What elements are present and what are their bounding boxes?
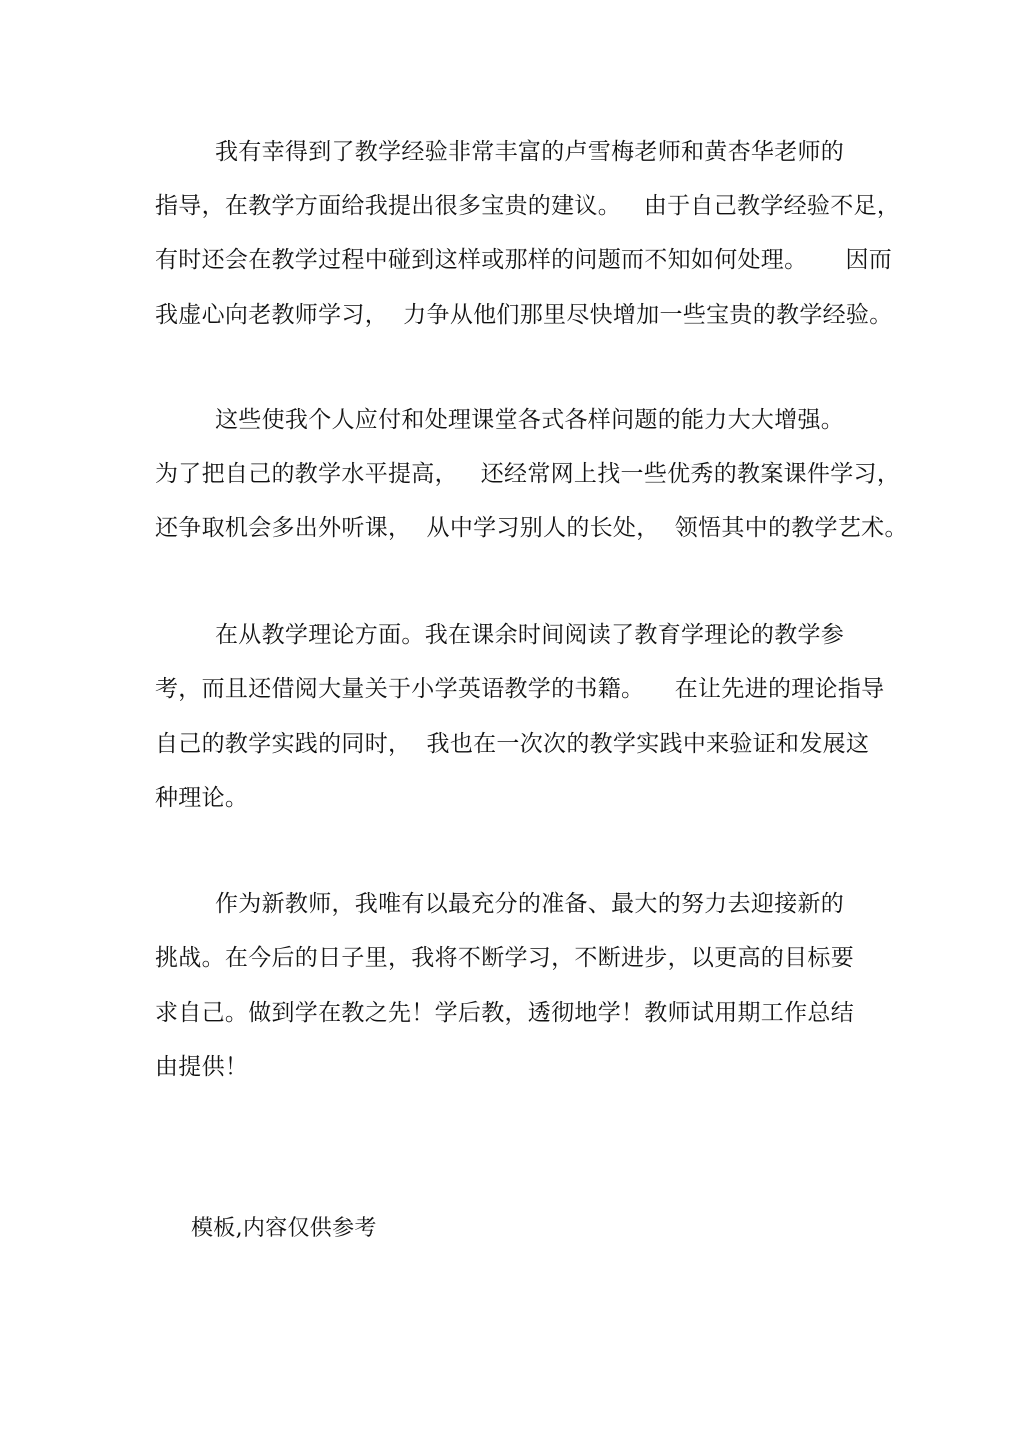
paragraph-line: 由提供！ <box>155 1054 249 1080</box>
paragraph-line: 种理论。 <box>155 785 249 811</box>
paragraph-line: 这些使我个人应付和处理课堂各式各样问题的能力大大增强。 <box>215 407 845 433</box>
paragraph-line: 作为新教师，我唯有以最充分的准备、最大的努力去迎接新的 <box>215 891 845 917</box>
paragraph-line: 我虚心向老教师学习， 力争从他们那里尽快增加一些宝贵的教学经验。 <box>155 302 893 328</box>
paragraph-line: 为了把自己的教学水平提高， 还经常网上找一些优秀的教案课件学习， <box>155 461 901 487</box>
paragraph-line: 还争取机会多出外听课， 从中学习别人的长处， 领悟其中的教学艺术。 <box>155 515 908 541</box>
paragraph-line: 在从教学理论方面。我在课余时间阅读了教育学理论的教学参 <box>215 622 845 648</box>
paragraph-line: 求自己。做到学在教之先！学后教，透彻地学！教师试用期工作总结 <box>155 1000 854 1026</box>
paragraph-line: 我有幸得到了教学经验非常丰富的卢雪梅老师和黄杏华老师的 <box>215 139 845 165</box>
paragraph-line: 挑战。在今后的日子里，我将不断学习，不断进步，以更高的目标要 <box>155 945 854 971</box>
paragraph-line: 有时还会在教学过程中碰到这样或那样的问题而不知如何处理。 因而 <box>155 247 893 273</box>
footer-note: 模板,内容仅供参考 <box>191 1216 377 1241</box>
paragraph-line: 考，而且还借阅大量关于小学英语教学的书籍。 在让先进的理论指导 <box>155 676 885 702</box>
paragraph-line: 指导，在教学方面给我提出很多宝贵的建议。 由于自己教学经验不足， <box>155 193 901 219</box>
paragraph-line: 自己的教学实践的同时， 我也在一次次的教学实践中来验证和发展这 <box>155 731 870 757</box>
